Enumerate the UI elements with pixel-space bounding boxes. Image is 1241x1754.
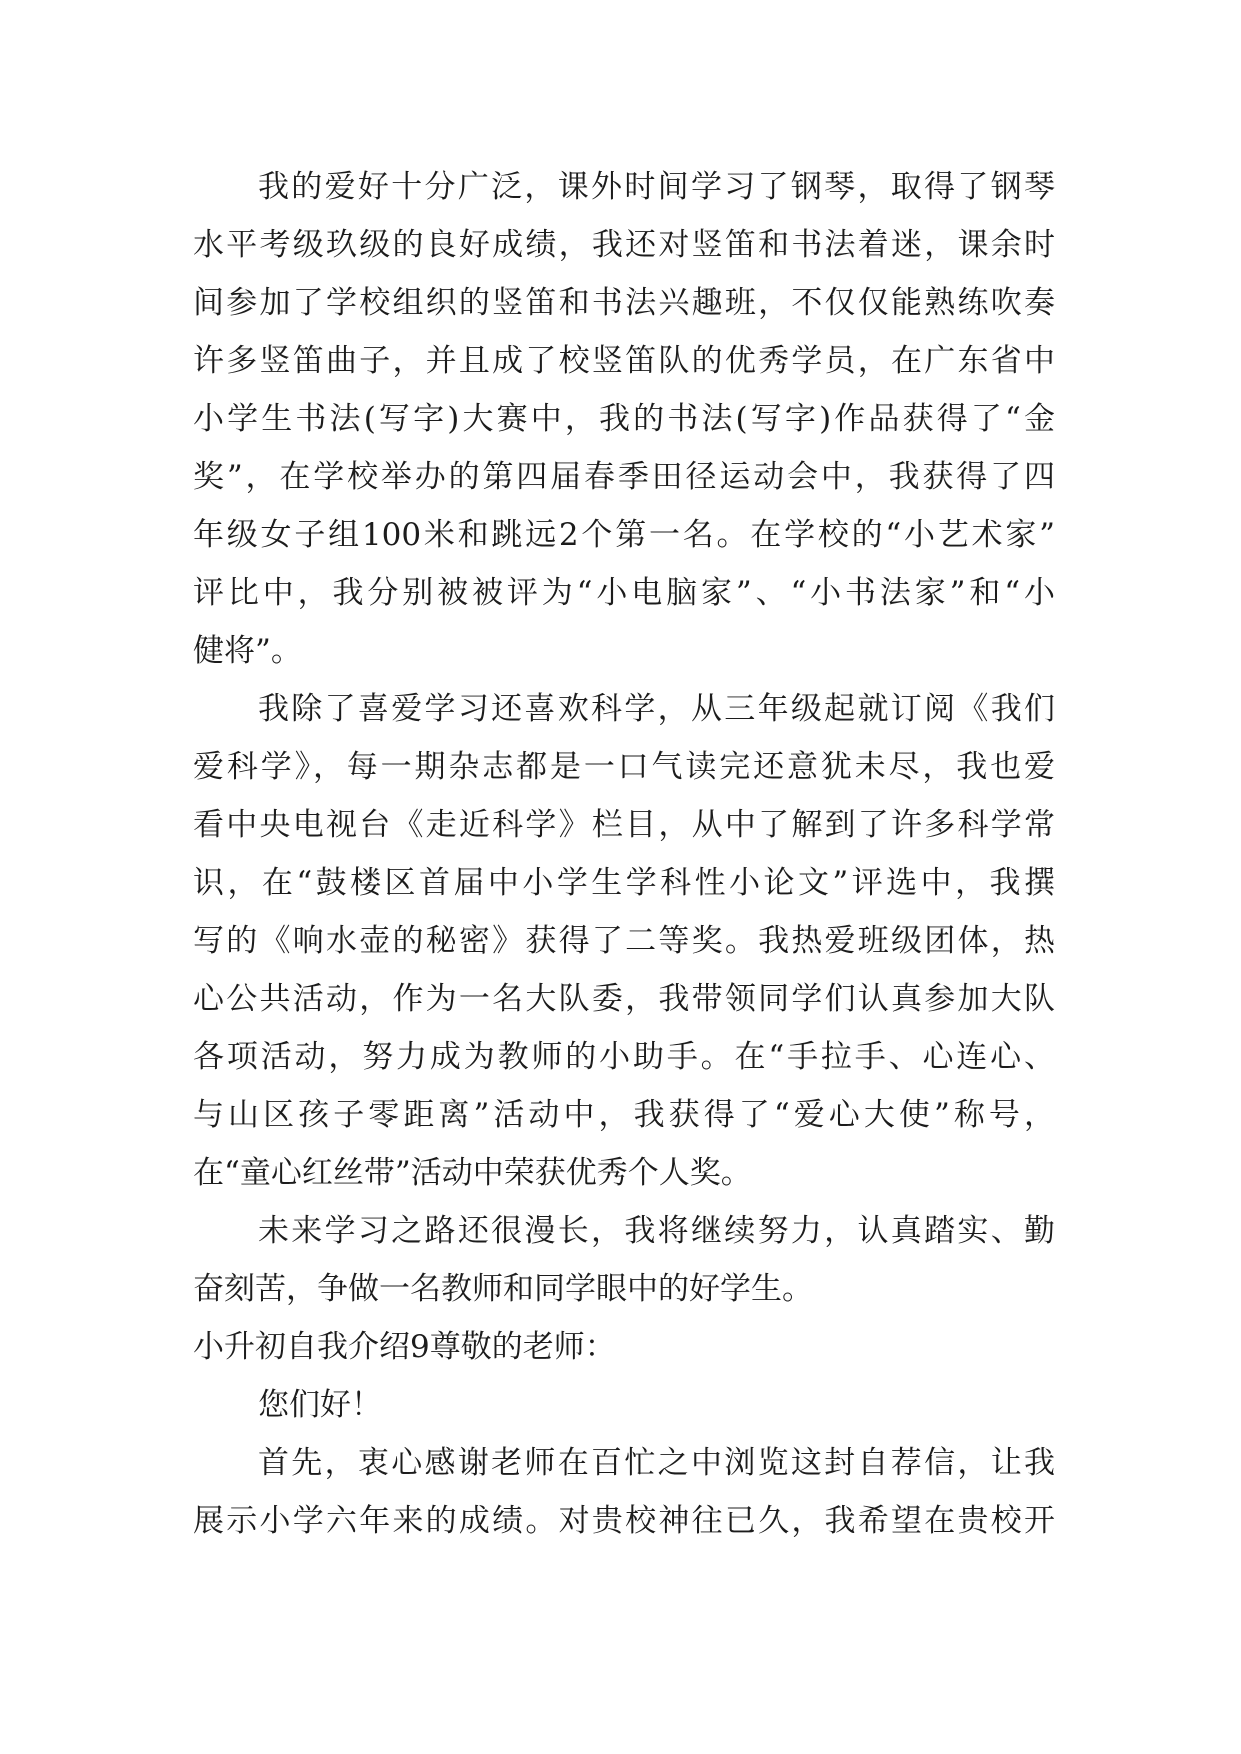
- text-line: [0, 911, 1241, 971]
- text-line: [0, 563, 1241, 623]
- text-line: [0, 1085, 1241, 1145]
- paragraph-text: 看中央电视台《走近科学》栏目，从中了解到了许多科学常: [193, 807, 1055, 843]
- paragraph-text: 我除了喜爱学习还喜欢科学，从三年级起就订阅《我们: [258, 691, 1055, 727]
- text-line: [0, 679, 1241, 739]
- paragraph-text: 间参加了学校组织的竖笛和书法兴趣班，不仅仅能熟练吹奏: [193, 285, 1055, 321]
- paragraph-text: 未来学习之路还很漫长，我将继续努力，认真踏实、勤: [258, 1213, 1055, 1249]
- text-line: [0, 273, 1241, 333]
- text-line: [0, 621, 1241, 681]
- paragraph-text: 奋刻苦，争做一名教师和同学眼中的好学生。: [193, 1271, 813, 1307]
- text-line: [0, 1491, 1241, 1551]
- text-line: [0, 1201, 1241, 1261]
- greeting-text: 您们好！: [258, 1387, 382, 1423]
- paragraph-text: 展示小学六年来的成绩。对贵校神往已久，我希望在贵校开: [193, 1503, 1055, 1539]
- paragraph-text: 爱科学》，每一期杂志都是一口气读完还意犹未尽，我也爱: [193, 749, 1055, 785]
- text-line: [0, 1027, 1241, 1087]
- paragraph-text: 各项活动，努力成为教师的小助手。在“手拉手、心连心、: [193, 1039, 1055, 1075]
- text-line: [0, 1433, 1241, 1493]
- text-line: [0, 331, 1241, 391]
- text-line: [0, 505, 1241, 565]
- paragraph-text: 奖”，在学校举办的第四届春季田径运动会中，我获得了四: [193, 459, 1055, 495]
- paragraph-text: 首先，衷心感谢老师在百忙之中浏览这封自荐信，让我: [258, 1445, 1055, 1481]
- paragraph-text: 心公共活动，作为一名大队委，我带领同学们认真参加大队: [193, 981, 1055, 1017]
- text-line: [0, 853, 1241, 913]
- paragraph-text: 健将”。: [193, 633, 302, 669]
- paragraph-text: 写的《响水壶的秘密》获得了二等奖。我热爱班级团体，热: [193, 923, 1055, 959]
- paragraph-text: 在“童心红丝带”活动中荣获优秀个人奖。: [193, 1155, 752, 1191]
- text-line: [0, 1375, 1241, 1435]
- section-heading: 小升初自我介绍9尊敬的老师：: [193, 1329, 616, 1365]
- paragraph-text: 与山区孩子零距离”活动中，我获得了“爱心大使”称号，: [193, 1097, 1055, 1133]
- paragraph-text: 我的爱好十分广泛，课外时间学习了钢琴，取得了钢琴: [258, 169, 1055, 205]
- paragraph-text: 评比中，我分别被被评为“小电脑家”、“小书法家”和“小: [193, 575, 1055, 611]
- text-line: [0, 157, 1241, 217]
- paragraph-text: 年级女子组100米和跳远2个第一名。在学校的“小艺术家”: [193, 517, 1055, 553]
- paragraph-text: 许多竖笛曲子，并且成了校竖笛队的优秀学员，在广东省中: [193, 343, 1055, 379]
- text-line: [0, 737, 1241, 797]
- text-line: [0, 795, 1241, 855]
- text-line: [0, 1317, 1241, 1377]
- text-line: [0, 1259, 1241, 1319]
- text-line: [0, 447, 1241, 507]
- paragraph-text: 水平考级玖级的良好成绩，我还对竖笛和书法着迷，课余时: [193, 227, 1055, 263]
- text-line: [0, 215, 1241, 275]
- text-line: [0, 969, 1241, 1029]
- paragraph-text: 识，在“鼓楼区首届中小学生学科性小论文”评选中，我撰: [193, 865, 1055, 901]
- text-line: [0, 1143, 1241, 1203]
- text-line: [0, 389, 1241, 449]
- paragraph-text: 小学生书法(写字)大赛中，我的书法(写字)作品获得了“金: [193, 401, 1055, 437]
